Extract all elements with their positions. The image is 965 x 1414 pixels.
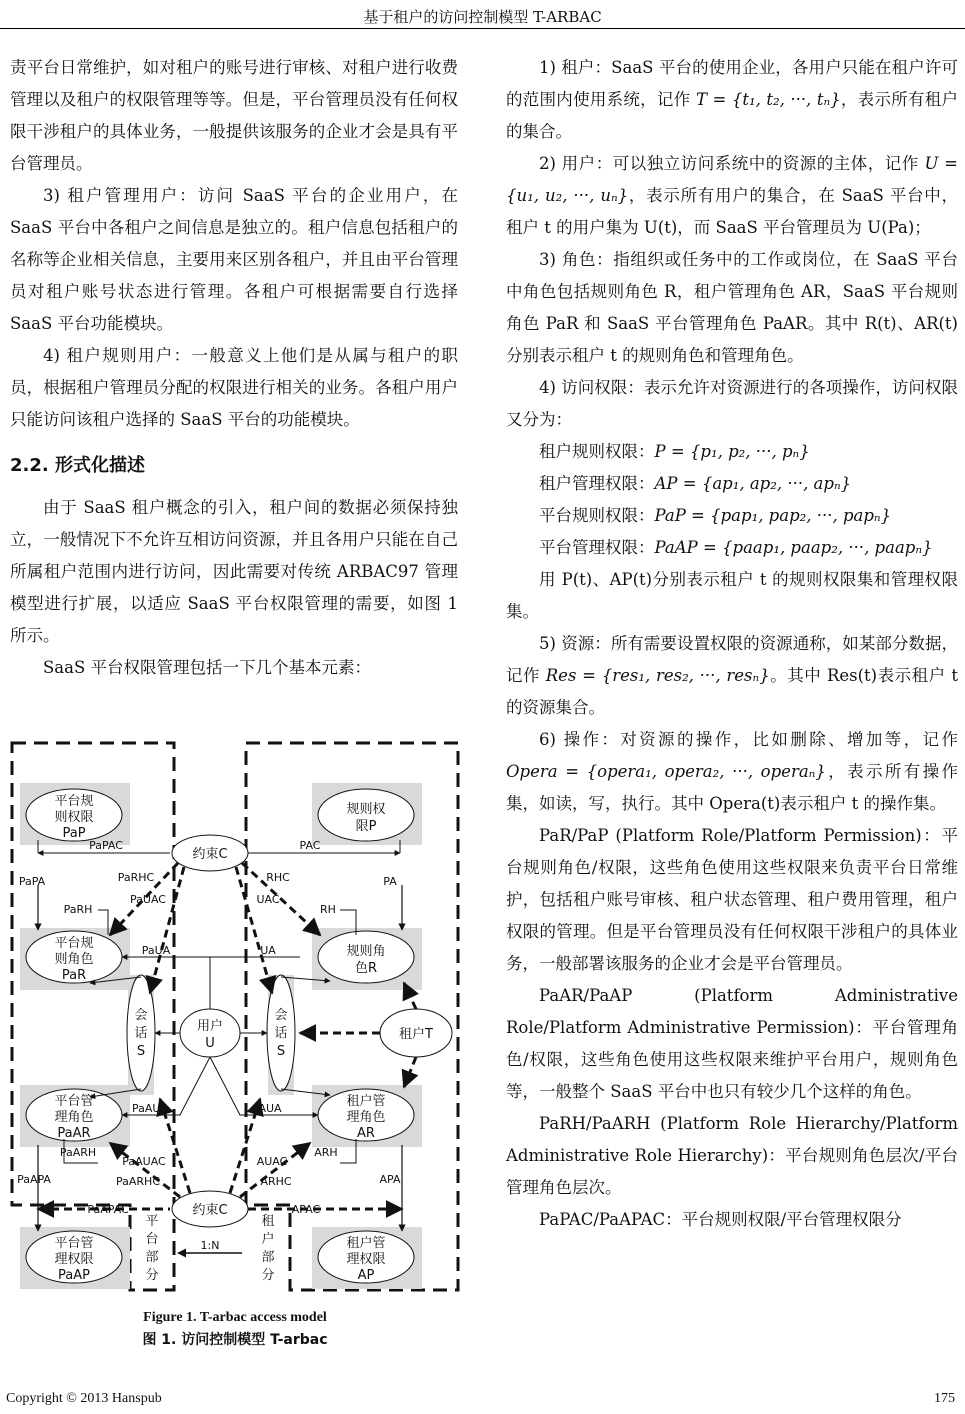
svg-text:S: S <box>136 1044 146 1059</box>
right-column <box>506 52 958 1236</box>
svg-text:S: S <box>276 1044 286 1059</box>
svg-text:租户管: 租户管 <box>346 1236 386 1251</box>
paragraph: 4) 租户规则用户：一般意义上他们是从属与租户的职员，根据租户管理员分配的权限进行相关的业务。各租户用户只能访问该租户选择的 SaaS 平台的功能模块。 <box>10 346 458 429</box>
svg-text:PaAUAC: PaAUAC <box>122 1155 166 1168</box>
svg-text:APA: APA <box>379 1173 401 1186</box>
svg-text:约束C: 约束C <box>192 847 228 862</box>
paragraph: 责平台日常维护，如对租户的账号进行审核、对租户进行收费管理以及租户的权限管理等等。但是，平台管理员没有任何权限干涉租户的具体业务，一般提供该服务的企业才会是具有平台管理员。 <box>10 58 458 173</box>
svg-text:话: 话 <box>274 1026 288 1041</box>
svg-text:PaAUA: PaAUA <box>132 1102 168 1115</box>
svg-text:平台规: 平台规 <box>54 794 94 809</box>
svg-text:PA: PA <box>383 875 397 888</box>
paragraph: 3) 租户管理用户：访问 SaaS 平台的企业用户，在 SaaS 平台中各租户之间信息是独立的。租户信息包括租户的名称等企业相关信息，主要用来区别各租户，并且由平台管理员对租户账号状态进行管理。各租户可根据需要自行选择 SaaS 平台功能模块。 <box>10 186 458 333</box>
svg-text:则角色: 则角色 <box>54 952 94 967</box>
svg-text:RHC: RHC <box>266 871 290 884</box>
header-rule <box>0 28 965 29</box>
paragraph: 用 P(t)、AP(t)分别表示租户 t 的规则权限集和管理权限集。 <box>506 570 958 621</box>
svg-text:台: 台 <box>145 1232 159 1247</box>
svg-text:PaP: PaP <box>62 826 86 841</box>
svg-text:PaR: PaR <box>61 968 87 983</box>
paragraph: SaaS 平台权限管理包括一下几个基本元素： <box>43 658 372 677</box>
paragraph: 由于 SaaS 租户概念的引入，租户间的数据必须保持独立，一般情况下不允许互相访问资源，并且各用户只能在自己所属租户范围内进行访问，因此需要对传统 ARBAC97 管理模型进行扩展，以适应 SaaS 平台权限管理的需要，如图 1 所示。 <box>10 498 458 645</box>
svg-text:理权限: 理权限 <box>346 1252 386 1267</box>
svg-text:PaRHC: PaRHC <box>117 871 155 884</box>
formula-line: 平台管理权限：PaAP = {paap₁, paap₂, ···, paapₙ} <box>539 538 933 557</box>
paragraph: 6) 操作：对资源的操作，比如删除、增加等，记作 Opera = {opera₁, opera₂, ···, operaₙ}，表示所有操作集，如读，写，执行。其中 Opera(t)表示租户 t 的操作集。 <box>506 730 959 813</box>
svg-text:PaPAC: PaPAC <box>89 839 123 852</box>
svg-text:ARHC: ARHC <box>260 1175 292 1188</box>
svg-text:话: 话 <box>134 1026 148 1041</box>
left-column <box>10 52 458 684</box>
formula-line: 租户规则权限：P = {p₁, p₂, ···, pₙ} <box>539 442 810 461</box>
svg-text:分: 分 <box>261 1268 275 1283</box>
svg-text:PaAR: PaAR <box>57 1126 91 1141</box>
page-number: 175 <box>934 1391 955 1406</box>
svg-text:户: 户 <box>261 1232 275 1247</box>
svg-text:RH: RH <box>320 903 336 916</box>
t-arbac-diagram <box>10 735 460 1297</box>
svg-text:理权限: 理权限 <box>54 1252 94 1267</box>
paragraph: 1) 租户：SaaS 平台的使用企业，各用户只能在租户许可的范围内使用系统，记作 T = {t₁, t₂, ···, tₙ}，表示所有租户的集合。 <box>506 58 959 141</box>
svg-text:会: 会 <box>134 1008 148 1023</box>
svg-text:PaUAC: PaUAC <box>130 893 166 906</box>
svg-text:ARH: ARH <box>314 1146 338 1159</box>
formula-line: 租户管理权限：AP = {ap₁, ap₂, ···, apₙ} <box>539 474 852 493</box>
svg-text:平台规: 平台规 <box>54 936 94 951</box>
paragraph: PaPAC/PaAPAC：平台规则权限/平台管理权限分 <box>539 1210 902 1229</box>
footer-copyright: Copyright © 2013 Hanspub <box>6 1391 162 1406</box>
svg-text:PaAP: PaAP <box>58 1268 90 1283</box>
svg-text:规则权: 规则权 <box>346 802 386 817</box>
svg-text:租户管: 租户管 <box>346 1094 386 1109</box>
svg-text:UA: UA <box>260 944 276 957</box>
svg-text:用户: 用户 <box>196 1019 224 1034</box>
svg-text:限P: 限P <box>355 819 377 834</box>
svg-text:PaRH: PaRH <box>63 903 93 916</box>
svg-text:PaARH: PaARH <box>59 1146 97 1159</box>
paragraph: PaR/PaP (Platform Role/Platform Permission)：平台规则角色/权限，这些角色使用这些权限来负责平台日常维护，包括租户账号审核、租户状态管理、租户费用管理，租户权限的管理。但是平台管理员没有任何权限干涉租户的具体业务，一般部署该服务的企业才会是平台管理员。 <box>506 826 958 973</box>
section-heading: 2.2. 形式化描述 <box>10 455 145 476</box>
paragraph: 3) 角色：指组织或任务中的工作或岗位，在 SaaS 平台中角色包括规则角色 R，租户管理角色 AR，SaaS 平台规则角色 PaR 和 SaaS 平台管理角色 PaAR。其中 R(t)、AR(t)分别表示租户 t 的规则角色和管理角色。 <box>506 250 958 365</box>
figure-caption-en: Figure 1. T-arbac access model <box>143 1310 327 1325</box>
svg-text:PaPA: PaPA <box>18 875 46 888</box>
svg-text:AUA: AUA <box>258 1102 282 1115</box>
svg-text:规则角: 规则角 <box>346 944 386 959</box>
paragraph: PaRH/PaARH (Platform Role Hierarchy/Platform Administrative Role Hierarchy)：平台规则角色层次/平台管理角色层次。 <box>506 1114 958 1197</box>
figure-caption-zh: 图 1. 访问控制模型 T-arbac <box>142 1332 328 1348</box>
svg-text:分: 分 <box>145 1268 159 1283</box>
svg-text:会: 会 <box>274 1008 288 1023</box>
paragraph: PaAR/PaAP (Platform Administrative Role/Platform Administrative Permission)：平台管理角色/权限，这些角色使用这些权限来维护平台用户，规则角色等，一般整个 SaaS 平台中也只有较少几个这样的角色。 <box>506 986 958 1101</box>
svg-text:平台管: 平台管 <box>54 1094 94 1109</box>
svg-text:部: 部 <box>145 1250 159 1265</box>
paragraph: 5) 资源：所有需要设置权限的资源通称，如某部分数据，记作 Res = {res₁, res₂, ···, resₙ}。其中 Res(t)表示租户 t 的资源集合。 <box>506 634 958 717</box>
svg-text:平台管: 平台管 <box>54 1236 94 1251</box>
svg-text:PaAPA: PaAPA <box>17 1173 51 1186</box>
svg-text:则权限: 则权限 <box>54 810 94 825</box>
svg-text:AR: AR <box>357 1126 375 1141</box>
svg-text:UAC: UAC <box>256 893 280 906</box>
paragraph: 2) 用户：可以独立访问系统中的资源的主体，记作 U = {u₁, u₂, ···, uₙ}，表示所有用户的集合，在 SaaS 平台中，租户 t 的用户集为 U(t)，而 SaaS 平台管理员为 U(Pa)； <box>506 154 958 237</box>
svg-text:AP: AP <box>357 1268 375 1283</box>
svg-text:1:N: 1:N <box>200 1239 220 1252</box>
svg-text:PaAPAC: PaAPAC <box>87 1203 129 1216</box>
running-header: 基于租户的访问控制模型 T-ARBAC <box>363 8 602 26</box>
svg-text:约束C: 约束C <box>192 1203 228 1218</box>
svg-text:APAC: APAC <box>291 1203 321 1216</box>
svg-text:PaARHC: PaARHC <box>116 1175 160 1188</box>
svg-text:理角色: 理角色 <box>346 1110 386 1125</box>
paragraph: 4) 访问权限：表示允许对资源进行的各项操作，访问权限又分为： <box>506 378 958 429</box>
svg-text:PaUA: PaUA <box>141 944 171 957</box>
formula-line: 平台规则权限：PaP = {pap₁, pap₂, ···, papₙ} <box>539 506 892 525</box>
svg-text:色R: 色R <box>354 961 378 976</box>
svg-text:部: 部 <box>261 1250 275 1265</box>
svg-text:理角色: 理角色 <box>54 1110 94 1125</box>
svg-text:AUAC: AUAC <box>256 1155 288 1168</box>
svg-text:U: U <box>205 1036 215 1051</box>
svg-text:平: 平 <box>145 1214 159 1229</box>
svg-text:PAC: PAC <box>299 839 321 852</box>
svg-text:租户T: 租户T <box>399 1027 433 1042</box>
svg-text:租: 租 <box>261 1214 275 1229</box>
